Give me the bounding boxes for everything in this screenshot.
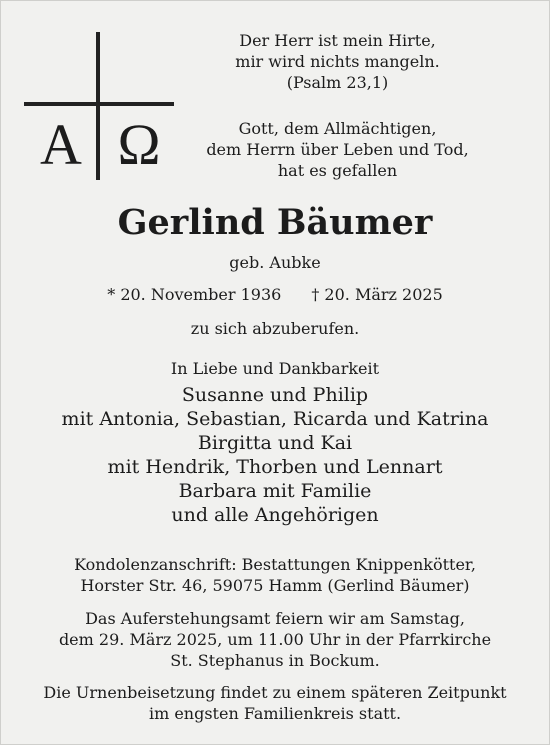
mourners-intro bbox=[0, 358, 550, 379]
birth-name-text: geb. Aubke bbox=[229, 253, 321, 272]
condolence-address bbox=[0, 554, 550, 596]
condolence-line-1: Kondolenzanschrift: Bestattungen Knippenkötter, bbox=[74, 555, 476, 574]
mourners-intro-line: In Liebe und Dankbarkeit bbox=[170, 359, 380, 378]
dedication-line-3: hat es gefallen bbox=[277, 161, 398, 180]
list-item: Birgitta und Kai bbox=[197, 432, 353, 454]
service-line-3: St. Stephanus in Bockum. bbox=[170, 651, 380, 670]
list-item: mit Antonia, Sebastian, Ricarda und Katrina bbox=[61, 408, 489, 430]
cross-alpha-omega-icon bbox=[22, 30, 174, 180]
verse-reference: (Psalm 23,1) bbox=[286, 73, 389, 92]
burial-line-1: Die Urnenbeisetzung findet zu einem späteren Zeitpunkt bbox=[43, 683, 507, 702]
condolence-line-2: Horster Str. 46, 59075 Hamm (Gerlind Bäumer) bbox=[80, 576, 470, 595]
birth-date: * 20. November 1936 bbox=[107, 285, 282, 304]
list-item: Susanne und Philip bbox=[181, 384, 369, 406]
life-dates bbox=[0, 284, 550, 306]
service-line-1: Das Auferstehungsamt feiern wir am Samstag, bbox=[85, 609, 465, 628]
cross-vertical-bar bbox=[96, 32, 100, 180]
birth-name bbox=[0, 252, 550, 273]
mourners-list bbox=[0, 383, 550, 527]
service-info bbox=[0, 608, 550, 671]
dedication-line-1: Gott, dem Allmächtigen, bbox=[238, 119, 437, 138]
burial-info bbox=[0, 682, 550, 724]
alpha-letter: A bbox=[40, 112, 82, 177]
dedication-text bbox=[190, 118, 485, 181]
list-item: mit Hendrik, Thorben und Lennart bbox=[107, 456, 443, 478]
psalm-verse bbox=[200, 30, 475, 93]
cross-horizontal-bar bbox=[24, 102, 174, 106]
list-item: Barbara mit Familie bbox=[178, 480, 372, 502]
dedication-line-2: dem Herrn über Leben und Tod, bbox=[206, 140, 469, 159]
verse-line-1: Der Herr ist mein Hirte, bbox=[239, 31, 436, 50]
called-home-line: zu sich abzuberufen. bbox=[190, 319, 360, 338]
omega-letter: Ω bbox=[117, 112, 161, 177]
death-date: † 20. März 2025 bbox=[311, 285, 443, 304]
burial-line-2: im engsten Familienkreis statt. bbox=[148, 704, 402, 723]
verse-line-2: mir wird nichts mangeln. bbox=[235, 52, 440, 71]
service-line-2: dem 29. März 2025, um 11.00 Uhr in der Pfarrkirche bbox=[58, 630, 492, 649]
deceased-name: Gerlind Bäumer bbox=[117, 202, 433, 243]
called-home-text bbox=[0, 318, 550, 339]
list-item: und alle Angehörigen bbox=[171, 504, 379, 526]
